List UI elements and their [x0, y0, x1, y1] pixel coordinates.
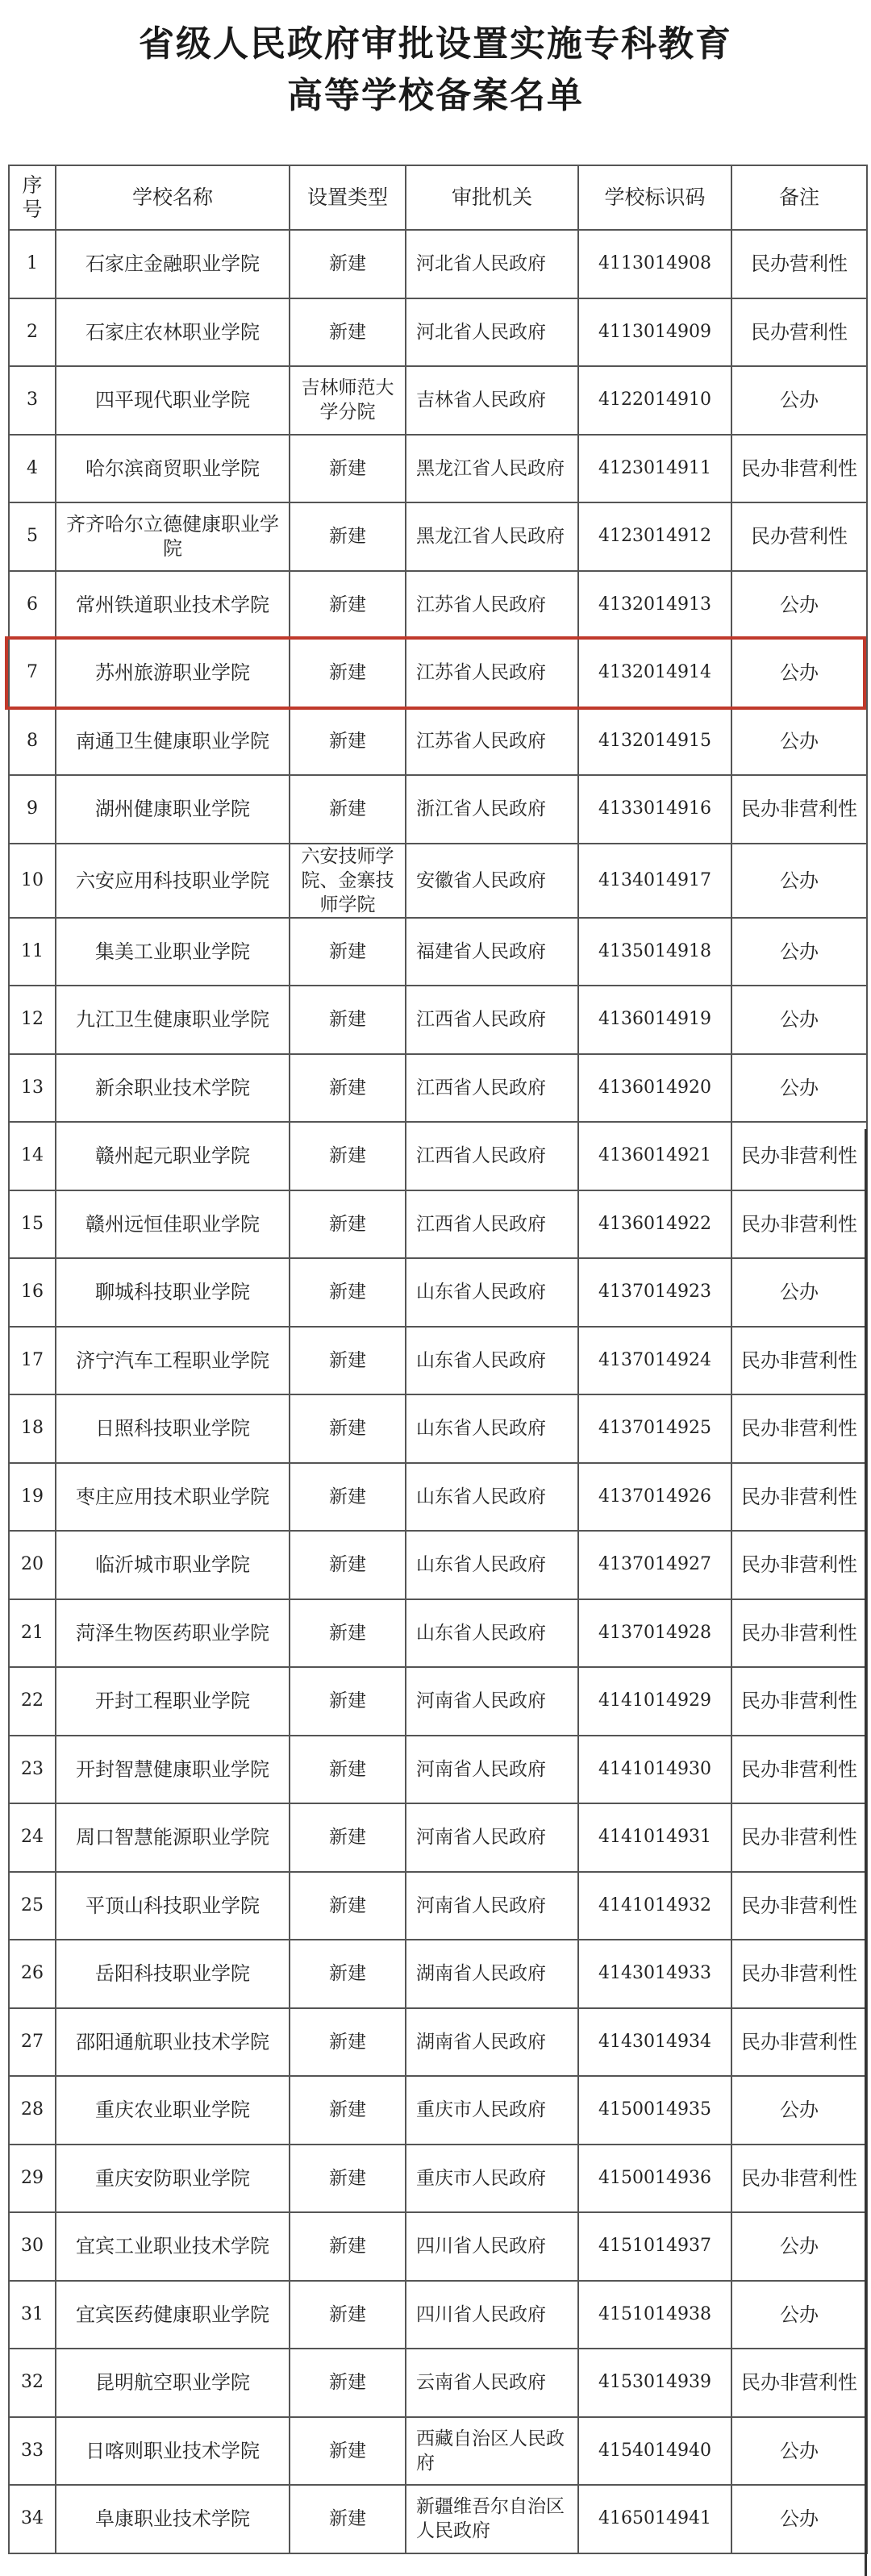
table-row: [9, 2212, 867, 2281]
cell-seq: 8: [9, 707, 56, 776]
cell-authority: 山东省人民政府: [406, 1599, 578, 1668]
cell-school-code: 4123014912: [578, 502, 731, 571]
cell-setup-type: 新建: [290, 435, 406, 503]
cell-authority: 山东省人民政府: [406, 1258, 578, 1327]
cell-seq: 1: [9, 230, 56, 298]
cell-setup-type: 新建: [290, 2008, 406, 2077]
cell-setup-type: 新建: [290, 2349, 406, 2417]
cell-school-name: 菏泽生物医药职业学院: [56, 1599, 290, 1668]
table-row: [9, 986, 867, 1054]
table-header-row: [9, 165, 867, 230]
cell-seq: 12: [9, 986, 56, 1054]
cell-school-name: 昆明航空职业学院: [56, 2349, 290, 2417]
cell-school-name: 周口智慧能源职业学院: [56, 1803, 290, 1872]
cell-school-name: 阜康职业技术学院: [56, 2485, 290, 2553]
header-setup-type: 设置类型: [290, 165, 406, 230]
cell-seq: 27: [9, 2008, 56, 2077]
cell-authority: 江西省人民政府: [406, 1122, 578, 1190]
cell-note: 民办非营利性: [731, 2008, 867, 2077]
cell-setup-type: 新建: [290, 1940, 406, 2008]
cell-seq: 29: [9, 2145, 56, 2213]
cell-note: 公办: [731, 986, 867, 1054]
cell-setup-type: 新建: [290, 2212, 406, 2281]
cell-seq: 16: [9, 1258, 56, 1327]
cell-authority: 江西省人民政府: [406, 1054, 578, 1123]
table-row: [9, 1736, 867, 1804]
cell-setup-type: 新建: [290, 1054, 406, 1123]
cell-authority: 山东省人民政府: [406, 1327, 578, 1395]
cell-note: 民办非营利性: [731, 1803, 867, 1872]
table-row: [9, 298, 867, 367]
cell-authority: 山东省人民政府: [406, 1463, 578, 1532]
cell-note: 公办: [731, 2281, 867, 2349]
cell-school-code: 4137014928: [578, 1599, 731, 1668]
table-row: [9, 2008, 867, 2077]
cell-school-code: 4150014935: [578, 2076, 731, 2145]
cell-authority: 福建省人民政府: [406, 918, 578, 986]
cell-note: 公办: [731, 366, 867, 435]
cell-school-code: 4132014914: [578, 639, 731, 707]
cell-note: 民办非营利性: [731, 2145, 867, 2213]
cell-note: 公办: [731, 1258, 867, 1327]
cell-note: 公办: [731, 2212, 867, 2281]
cell-school-name: 六安应用科技职业学院: [56, 844, 290, 918]
cell-school-code: 4137014923: [578, 1258, 731, 1327]
cell-authority: 江苏省人民政府: [406, 707, 578, 776]
cell-setup-type: 吉林师范大学分院: [290, 366, 406, 435]
cell-school-code: 4137014925: [578, 1394, 731, 1463]
cell-setup-type: 新建: [290, 707, 406, 776]
cell-setup-type: 新建: [290, 1736, 406, 1804]
cell-seq: 9: [9, 775, 56, 844]
cell-school-code: 4143014933: [578, 1940, 731, 2008]
table-row: [9, 230, 867, 298]
cell-authority: 河南省人民政府: [406, 1872, 578, 1940]
header-seq: 序号: [9, 165, 56, 230]
cell-authority: 河南省人民政府: [406, 1667, 578, 1736]
table-row: [9, 1122, 867, 1190]
cell-setup-type: 新建: [290, 1872, 406, 1940]
cell-school-name: 开封智慧健康职业学院: [56, 1736, 290, 1804]
table-row: [9, 1258, 867, 1327]
cell-school-code: 4132014915: [578, 707, 731, 776]
cell-authority: 四川省人民政府: [406, 2281, 578, 2349]
cell-seq: 11: [9, 918, 56, 986]
cell-seq: 5: [9, 502, 56, 571]
header-school-name: 学校名称: [56, 165, 290, 230]
cell-setup-type: 新建: [290, 502, 406, 571]
cell-note: 民办非营利性: [731, 435, 867, 503]
cell-setup-type: 新建: [290, 918, 406, 986]
table-row: [9, 1190, 867, 1259]
cell-authority: 云南省人民政府: [406, 2349, 578, 2417]
cell-school-code: 4143014934: [578, 2008, 731, 2077]
cell-authority: 重庆市人民政府: [406, 2145, 578, 2213]
cell-seq: 13: [9, 1054, 56, 1123]
cell-school-name: 济宁汽车工程职业学院: [56, 1327, 290, 1395]
cell-school-name: 日照科技职业学院: [56, 1394, 290, 1463]
cell-seq: 28: [9, 2076, 56, 2145]
cell-authority: 西藏自治区人民政府: [406, 2417, 578, 2486]
cell-authority: 新疆维吾尔自治区人民政府: [406, 2485, 578, 2553]
cell-authority: 湖南省人民政府: [406, 1940, 578, 2008]
table-row: [9, 1394, 867, 1463]
table-row: [9, 502, 867, 571]
cell-seq: 31: [9, 2281, 56, 2349]
cell-school-code: 4151014937: [578, 2212, 731, 2281]
cell-school-code: 4113014908: [578, 230, 731, 298]
cell-school-name: 开封工程职业学院: [56, 1667, 290, 1736]
cell-authority: 重庆市人民政府: [406, 2076, 578, 2145]
cell-school-name: 哈尔滨商贸职业学院: [56, 435, 290, 503]
cell-seq: 18: [9, 1394, 56, 1463]
table-row: [9, 1463, 867, 1532]
cell-setup-type: 新建: [290, 1122, 406, 1190]
cell-school-name: 九江卫生健康职业学院: [56, 986, 290, 1054]
cell-seq: 19: [9, 1463, 56, 1532]
cell-seq: 25: [9, 1872, 56, 1940]
cell-note: 民办非营利性: [731, 1394, 867, 1463]
page-title-line2: 高等学校备案名单: [287, 75, 584, 116]
cell-setup-type: 新建: [290, 230, 406, 298]
cell-setup-type: 新建: [290, 2076, 406, 2145]
cell-seq: 30: [9, 2212, 56, 2281]
cell-seq: 32: [9, 2349, 56, 2417]
cell-setup-type: 新建: [290, 1394, 406, 1463]
cell-school-code: 4137014926: [578, 1463, 731, 1532]
cell-seq: 22: [9, 1667, 56, 1736]
table-row: [9, 1940, 867, 2008]
cell-note: 公办: [731, 639, 867, 707]
cell-school-name: 常州铁道职业技术学院: [56, 571, 290, 640]
page-title-line1: 省级人民政府审批设置实施专科教育: [139, 23, 732, 65]
cell-school-code: 4136014920: [578, 1054, 731, 1123]
cell-seq: 20: [9, 1531, 56, 1599]
cell-authority: 河南省人民政府: [406, 1803, 578, 1872]
table-row: [9, 1599, 867, 1668]
cell-seq: 17: [9, 1327, 56, 1395]
cell-school-code: 4136014921: [578, 1122, 731, 1190]
cell-authority: 江西省人民政府: [406, 986, 578, 1054]
cell-note: 公办: [731, 2417, 867, 2486]
cell-note: 民办非营利性: [731, 1599, 867, 1668]
cell-note: 公办: [731, 2076, 867, 2145]
cell-school-code: 4154014940: [578, 2417, 731, 2486]
cell-authority: 河北省人民政府: [406, 298, 578, 367]
cell-school-name: 日喀则职业技术学院: [56, 2417, 290, 2486]
cell-authority: 安徽省人民政府: [406, 844, 578, 918]
cell-school-name: 重庆安防职业学院: [56, 2145, 290, 2213]
cell-note: 民办非营利性: [731, 1736, 867, 1804]
table-row: [9, 918, 867, 986]
table-row: [9, 1054, 867, 1123]
cell-school-name: 枣庄应用技术职业学院: [56, 1463, 290, 1532]
cell-authority: 河南省人民政府: [406, 1736, 578, 1804]
cell-seq: 34: [9, 2485, 56, 2553]
cell-school-code: 4113014909: [578, 298, 731, 367]
cell-setup-type: 新建: [290, 775, 406, 844]
cell-seq: 3: [9, 366, 56, 435]
cell-authority: 江苏省人民政府: [406, 571, 578, 640]
cell-setup-type: 新建: [290, 2417, 406, 2486]
cell-school-code: 4141014930: [578, 1736, 731, 1804]
cell-note: 公办: [731, 844, 867, 918]
table-row: [9, 639, 867, 707]
cell-authority: 湖南省人民政府: [406, 2008, 578, 2077]
school-list-table: [8, 165, 868, 2554]
cell-setup-type: 新建: [290, 1463, 406, 1532]
cell-school-code: 4151014938: [578, 2281, 731, 2349]
cell-seq: 26: [9, 1940, 56, 2008]
cell-seq: 33: [9, 2417, 56, 2486]
cell-setup-type: 新建: [290, 1667, 406, 1736]
cell-school-code: 4134014917: [578, 844, 731, 918]
cell-note: 民办非营利性: [731, 1327, 867, 1395]
cell-school-name: 集美工业职业学院: [56, 918, 290, 986]
cell-school-code: 4133014916: [578, 775, 731, 844]
cell-seq: 7: [9, 639, 56, 707]
table-row: [9, 366, 867, 435]
cell-setup-type: 新建: [290, 571, 406, 640]
cell-seq: 23: [9, 1736, 56, 1804]
cell-seq: 14: [9, 1122, 56, 1190]
cell-seq: 6: [9, 571, 56, 640]
cell-authority: 江西省人民政府: [406, 1190, 578, 1259]
table-row: [9, 435, 867, 503]
cell-school-name: 重庆农业职业学院: [56, 2076, 290, 2145]
cell-school-code: 4141014931: [578, 1803, 731, 1872]
cell-setup-type: 新建: [290, 2145, 406, 2213]
cell-school-name: 苏州旅游职业学院: [56, 639, 290, 707]
table-row: [9, 2417, 867, 2486]
cell-school-name: 石家庄农林职业学院: [56, 298, 290, 367]
table-row: [9, 2145, 867, 2213]
cell-note: 民办非营利性: [731, 775, 867, 844]
cell-note: 民办营利性: [731, 502, 867, 571]
cell-setup-type: 新建: [290, 298, 406, 367]
cell-seq: 4: [9, 435, 56, 503]
cell-note: 公办: [731, 1054, 867, 1123]
cell-school-name: 新余职业技术学院: [56, 1054, 290, 1123]
cell-setup-type: 新建: [290, 639, 406, 707]
table-row: [9, 2076, 867, 2145]
cell-school-name: 邵阳通航职业技术学院: [56, 2008, 290, 2077]
cell-school-name: 湖州健康职业学院: [56, 775, 290, 844]
cell-note: 民办非营利性: [731, 1463, 867, 1532]
cell-note: 公办: [731, 571, 867, 640]
cell-setup-type: 新建: [290, 1190, 406, 1259]
cell-school-code: 4132014913: [578, 571, 731, 640]
cell-school-code: 4141014932: [578, 1872, 731, 1940]
cell-authority: 黑龙江省人民政府: [406, 435, 578, 503]
cell-setup-type: 新建: [290, 1327, 406, 1395]
cell-note: 公办: [731, 707, 867, 776]
cell-authority: 河北省人民政府: [406, 230, 578, 298]
cell-setup-type: 新建: [290, 1599, 406, 1668]
table-row: [9, 707, 867, 776]
cell-school-name: 宜宾工业职业技术学院: [56, 2212, 290, 2281]
cell-note: 民办非营利性: [731, 1122, 867, 1190]
cell-setup-type: 六安技师学院、金寨技师学院: [290, 844, 406, 918]
cell-authority: 四川省人民政府: [406, 2212, 578, 2281]
header-note: 备注: [731, 165, 867, 230]
table-row: [9, 571, 867, 640]
table-body: [9, 230, 867, 2553]
cell-school-name: 聊城科技职业学院: [56, 1258, 290, 1327]
cell-note: 民办营利性: [731, 230, 867, 298]
cell-school-code: 4137014924: [578, 1327, 731, 1395]
table-row: [9, 775, 867, 844]
cell-school-code: 4122014910: [578, 366, 731, 435]
cell-setup-type: 新建: [290, 1531, 406, 1599]
cell-school-code: 4123014911: [578, 435, 731, 503]
cell-school-name: 赣州起元职业学院: [56, 1122, 290, 1190]
cell-note: 民办非营利性: [731, 1190, 867, 1259]
cell-school-name: 宜宾医药健康职业学院: [56, 2281, 290, 2349]
cell-school-name: 齐齐哈尔立德健康职业学院: [56, 502, 290, 571]
cell-note: 民办非营利性: [731, 1667, 867, 1736]
cell-note: 民办非营利性: [731, 1531, 867, 1599]
cell-school-name: 赣州远恒佳职业学院: [56, 1190, 290, 1259]
cell-note: 民办非营利性: [731, 2349, 867, 2417]
header-authority: 审批机关: [406, 165, 578, 230]
cell-seq: 2: [9, 298, 56, 367]
cell-seq: 15: [9, 1190, 56, 1259]
table-row: [9, 2281, 867, 2349]
cell-seq: 21: [9, 1599, 56, 1668]
table-row: [9, 1803, 867, 1872]
cell-school-name: 岳阳科技职业学院: [56, 1940, 290, 2008]
cell-note: 民办非营利性: [731, 1940, 867, 2008]
cell-authority: 黑龙江省人民政府: [406, 502, 578, 571]
table-row: [9, 1872, 867, 1940]
table-row: [9, 2485, 867, 2553]
cell-setup-type: 新建: [290, 1258, 406, 1327]
cell-school-code: 4150014936: [578, 2145, 731, 2213]
table-row: [9, 844, 867, 918]
cell-setup-type: 新建: [290, 2281, 406, 2349]
table-row: [9, 1531, 867, 1599]
cell-setup-type: 新建: [290, 986, 406, 1054]
cell-note: 民办非营利性: [731, 1872, 867, 1940]
cell-authority: 浙江省人民政府: [406, 775, 578, 844]
cell-school-code: 4165014941: [578, 2485, 731, 2553]
cell-school-name: 临沂城市职业学院: [56, 1531, 290, 1599]
table-row: [9, 2349, 867, 2417]
cell-school-code: 4137014927: [578, 1531, 731, 1599]
cell-school-name: 石家庄金融职业学院: [56, 230, 290, 298]
cell-school-name: 平顶山科技职业学院: [56, 1872, 290, 1940]
table-row: [9, 1327, 867, 1395]
cell-seq: 24: [9, 1803, 56, 1872]
cell-seq: 10: [9, 844, 56, 918]
cell-note: 公办: [731, 918, 867, 986]
cell-setup-type: 新建: [290, 1803, 406, 1872]
cell-school-code: 4136014919: [578, 986, 731, 1054]
cell-school-code: 4153014939: [578, 2349, 731, 2417]
cell-note: 公办: [731, 2485, 867, 2553]
cell-setup-type: 新建: [290, 2485, 406, 2553]
cell-school-code: 4141014929: [578, 1667, 731, 1736]
cell-school-name: 四平现代职业学院: [56, 366, 290, 435]
cell-school-code: 4136014922: [578, 1190, 731, 1259]
cell-authority: 山东省人民政府: [406, 1394, 578, 1463]
header-school-code: 学校标识码: [578, 165, 731, 230]
cell-note: 民办营利性: [731, 298, 867, 367]
table-right-border: [865, 1129, 867, 2576]
cell-school-name: 南通卫生健康职业学院: [56, 707, 290, 776]
table-row: [9, 1667, 867, 1736]
cell-school-code: 4135014918: [578, 918, 731, 986]
cell-authority: 山东省人民政府: [406, 1531, 578, 1599]
cell-authority: 吉林省人民政府: [406, 366, 578, 435]
cell-authority: 江苏省人民政府: [406, 639, 578, 707]
